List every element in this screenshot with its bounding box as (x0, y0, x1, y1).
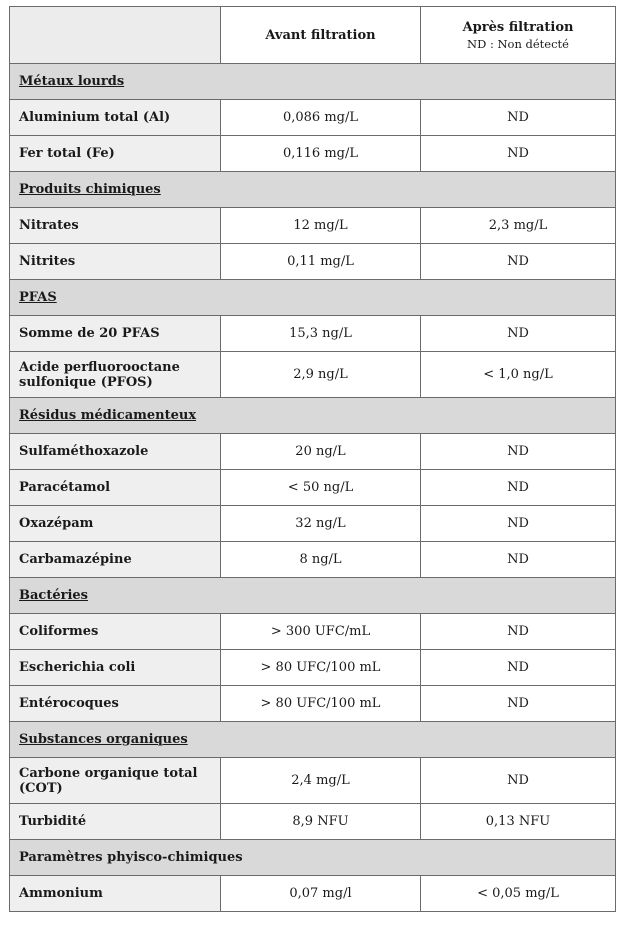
parameter-cell: Oxazépam (10, 506, 221, 542)
table-row (10, 804, 616, 840)
before-value-cell: > 300 UFC/mL (221, 614, 421, 650)
table-row (10, 506, 616, 542)
before-value-cell: 2,4 mg/L (221, 758, 421, 804)
section-title: Résidus médicamenteux (19, 408, 197, 423)
after-value-cell: ND (421, 470, 616, 506)
header-after-filtration (421, 7, 616, 64)
after-value-cell: ND (421, 686, 616, 722)
parameter-cell: Nitrites (10, 244, 221, 280)
section-header-row (10, 64, 616, 100)
table-row (10, 352, 616, 398)
parameter-cell: Escherichia coli (10, 650, 221, 686)
before-value-cell: 2,9 ng/L (221, 352, 421, 398)
before-value-cell: 20 ng/L (221, 434, 421, 470)
parameter-cell: Aluminium total (Al) (10, 100, 221, 136)
parameter-cell: Paracétamol (10, 470, 221, 506)
after-value-cell: ND (421, 100, 616, 136)
parameter-cell: Somme de 20 PFAS (10, 316, 221, 352)
table-row (10, 686, 616, 722)
section-title: Produits chimiques (19, 182, 161, 197)
before-value-cell: 8 ng/L (221, 542, 421, 578)
parameter-cell: Nitrates (10, 208, 221, 244)
section-title: PFAS (19, 290, 57, 305)
section-header-row (10, 722, 616, 758)
parameter-cell: Fer total (Fe) (10, 136, 221, 172)
parameter-cell: Ammonium (10, 876, 221, 912)
after-value-cell: ND (421, 758, 616, 804)
section-title: Paramètres phyisco-chimiques (19, 850, 243, 865)
section-title-cell (10, 578, 616, 614)
before-value-cell: 0,11 mg/L (221, 244, 421, 280)
before-value-cell: 0,116 mg/L (221, 136, 421, 172)
section-header-row (10, 398, 616, 434)
after-value-cell: ND (421, 650, 616, 686)
section-header-row (10, 280, 616, 316)
section-title: Métaux lourds (19, 74, 125, 89)
after-value-cell: ND (421, 434, 616, 470)
after-value-cell: ND (421, 614, 616, 650)
table-row (10, 650, 616, 686)
section-header-row (10, 172, 616, 208)
section-title: Substances organiques (19, 732, 188, 747)
section-title-cell (10, 172, 616, 208)
before-value-cell: 8,9 NFU (221, 804, 421, 840)
header-corner-cell (10, 7, 221, 64)
header-after-label: Après filtration (462, 19, 574, 35)
section-title-cell (10, 280, 616, 316)
before-value-cell: 32 ng/L (221, 506, 421, 542)
header-before-filtration: Avant filtration (221, 7, 421, 64)
before-value-cell: > 80 UFC/100 mL (221, 650, 421, 686)
after-value-cell: < 0,05 mg/L (421, 876, 616, 912)
section-header-row (10, 840, 616, 876)
table-header-row (10, 7, 616, 64)
section-header-row (10, 578, 616, 614)
table-row (10, 542, 616, 578)
table-row (10, 208, 616, 244)
section-title-cell (10, 722, 616, 758)
section-title-cell (10, 398, 616, 434)
table-row (10, 434, 616, 470)
parameter-cell: Carbone organique total (COT) (10, 758, 221, 804)
filtration-results-table (9, 6, 616, 912)
after-value-cell: ND (421, 136, 616, 172)
table-row (10, 758, 616, 804)
after-value-cell: 2,3 mg/L (421, 208, 616, 244)
after-value-cell: ND (421, 506, 616, 542)
table-row (10, 470, 616, 506)
after-value-cell: ND (421, 316, 616, 352)
table-row (10, 614, 616, 650)
parameter-cell: Turbidité (10, 804, 221, 840)
after-value-cell: ND (421, 542, 616, 578)
parameter-cell: Coliformes (10, 614, 221, 650)
before-value-cell: 15,3 ng/L (221, 316, 421, 352)
after-value-cell: 0,13 NFU (421, 804, 616, 840)
section-title-cell (10, 64, 616, 100)
table-row (10, 244, 616, 280)
table-row (10, 136, 616, 172)
table-row (10, 316, 616, 352)
parameter-cell: Sulfaméthoxazole (10, 434, 221, 470)
before-value-cell: > 80 UFC/100 mL (221, 686, 421, 722)
section-title-cell (10, 840, 616, 876)
before-value-cell: 0,086 mg/L (221, 100, 421, 136)
after-value-cell: ND (421, 244, 616, 280)
table-row (10, 100, 616, 136)
header-after-note: ND : Non détecté (467, 36, 569, 51)
before-value-cell: < 50 ng/L (221, 470, 421, 506)
section-title: Bactéries (19, 588, 88, 603)
table-row (10, 876, 616, 912)
parameter-cell: Carbamazépine (10, 542, 221, 578)
parameter-cell: Entérocoques (10, 686, 221, 722)
parameter-cell: Acide perfluorooctane sulfonique (PFOS) (10, 352, 221, 398)
table-body (10, 64, 616, 912)
before-value-cell: 0,07 mg/l (221, 876, 421, 912)
before-value-cell: 12 mg/L (221, 208, 421, 244)
after-value-cell: < 1,0 ng/L (421, 352, 616, 398)
